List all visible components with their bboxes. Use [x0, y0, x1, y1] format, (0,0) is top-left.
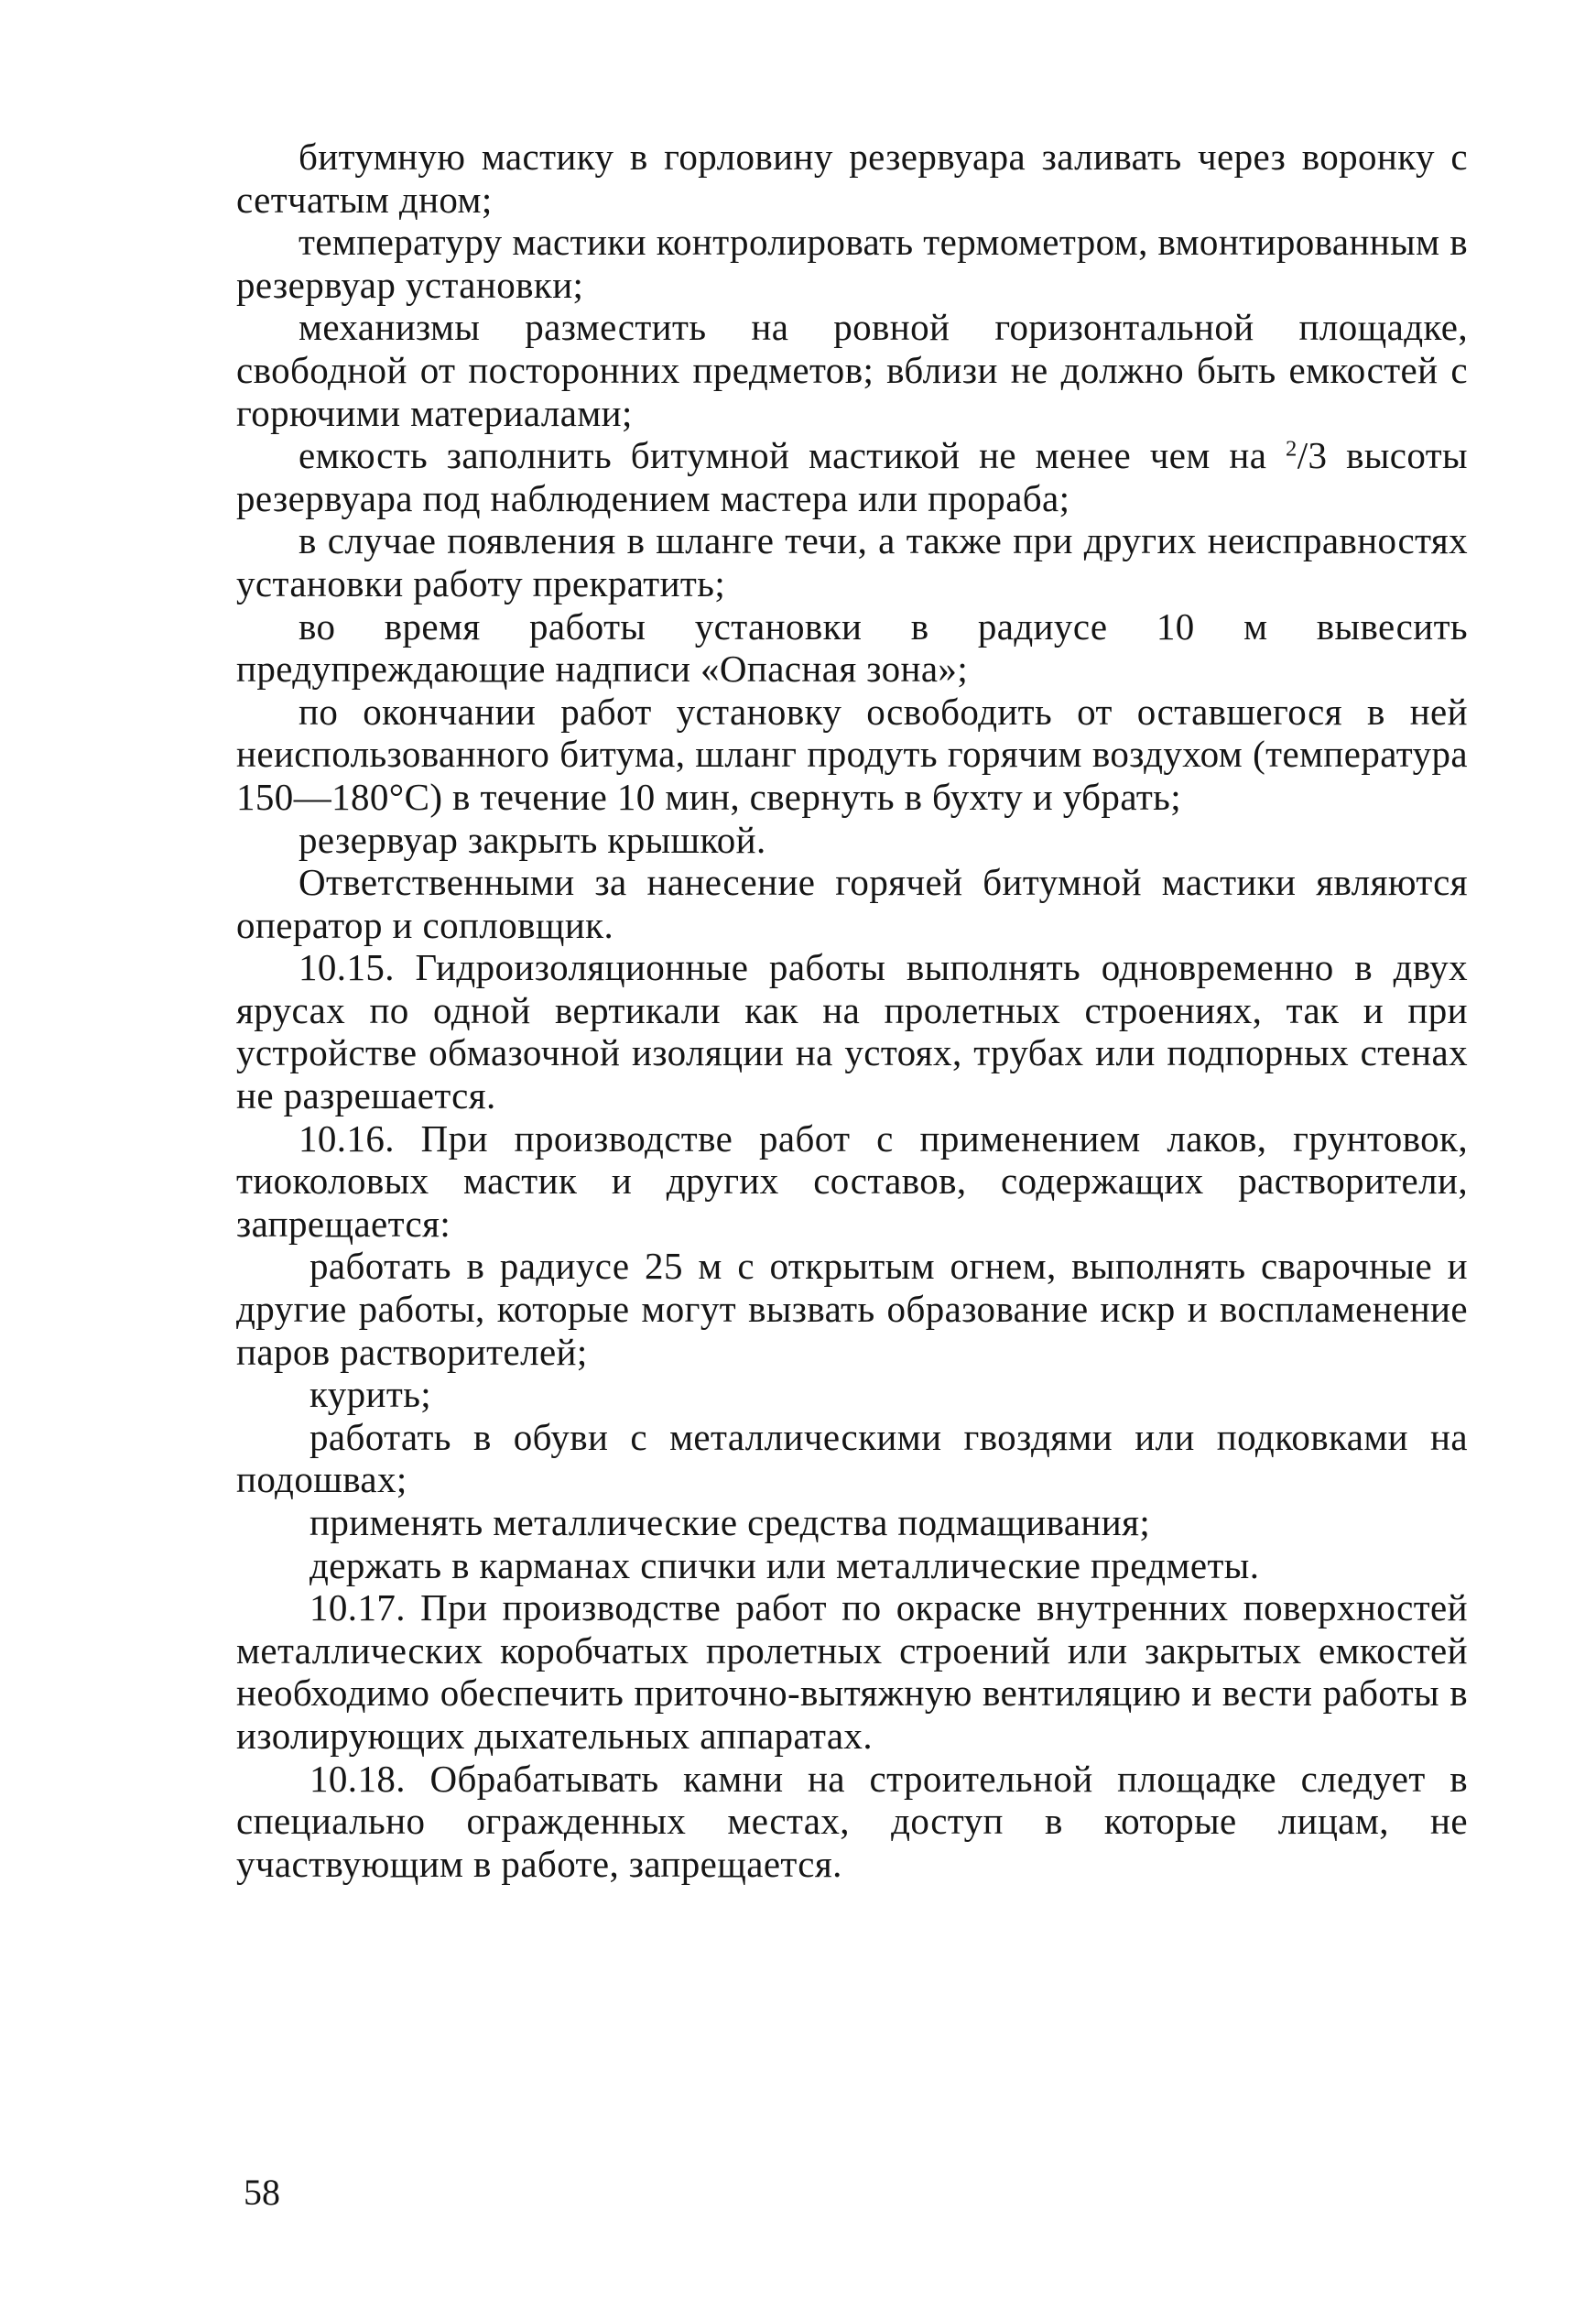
paragraph-9: Ответственными за нанесение горячей битумной мастики являются оператор и сопловщик. [236, 861, 1468, 946]
fraction-numerator: 2 [1286, 436, 1297, 462]
document-page-body [236, 136, 1468, 1885]
section-10-16: 10.16. При производстве работ с применением лаков, грунтовок, тиоколовых мастик и других составов, содержащих растворители, запрещается: [236, 1116, 1468, 1245]
fraction-denominator: 3 [1308, 434, 1328, 477]
prohibition-scaffolding: применять металлические средства подмащивания; [309, 1501, 1151, 1543]
prohibition-matches: держать в карманах спички или металлические предметы. [309, 1543, 1260, 1586]
prohibition-smoking: курить; [309, 1373, 432, 1416]
paragraph-4: емкость заполнить битумной мастикой не менее чем на $^2$/3 высоты резервуара под наблюдением мастера или прораба; [236, 434, 1468, 519]
paragraph-8: резервуар закрыть крышкой. [299, 818, 766, 861]
paragraph-1: битумную мастику в горловину резервуара заливать через воронку с сетчатым дном; [236, 136, 1468, 221]
prohibition-open-fire: работать в радиусе 25 м с открытым огнем, выполнять сварочные и другие работы, которые могут вызвать образование искр и воспламенение паров растворителей; [236, 1245, 1468, 1373]
paragraph-2: температуру мастики контролировать термометром, вмонтированным в резервуар установки; [236, 221, 1468, 306]
prohibition-shoes: работать в обуви с металлическими гвоздями или подковками на подошвах; [236, 1415, 1468, 1501]
paragraph-3: механизмы разместить на ровной горизонтальной площадке, свободной от посторонних предметов; вблизи не должно быть емкостей с горючими материалами; [236, 306, 1468, 434]
paragraph-7: по окончании работ установку освободить от оставшегося в ней неиспользованного битума, шланг продуть горячим воздухом (температура 150—180°С) в течение 10 мин, свернуть в бухту и убрать; [236, 690, 1468, 818]
paragraph-4-lead: емкость заполнить битумной мастикой не менее чем на [299, 434, 1267, 477]
page-number: 58 [244, 2172, 280, 2213]
paragraph-4-tail: высоты резервуара под наблюдением мастера или прораба; [236, 434, 1468, 519]
section-10-17: 10.17. При производстве работ по окраске внутренних поверхностей металлических коробчатых пролетных строений или закрытых емкостей необходимо обеспечить приточно-вытяжную вентиляцию и вести работы в изолирующих дыхательных аппаратах. [236, 1586, 1468, 1757]
paragraph-6: во время работы установки в радиусе 10 м вывесить предупреждающие надписи «Опасная зона»; [236, 604, 1468, 691]
section-10-18: 10.18. Обрабатывать камни на строительной площадке следует в специально огражденных местах, доступ в которые лицам, не участвующим в работе, запрещается. [236, 1757, 1468, 1885]
section-10-15: 10.15. Гидроизоляционные работы выполнять одновременно в двух ярусах по одной вертикали как на пролетных строениях, так и при устройстве обмазочной изоляции на устоях, трубах или подпорных стенах не разрешается. [236, 946, 1468, 1117]
paragraph-5: в случае появления в шланге течи, а также при других неисправностях установки работу прекратить; [236, 519, 1468, 604]
